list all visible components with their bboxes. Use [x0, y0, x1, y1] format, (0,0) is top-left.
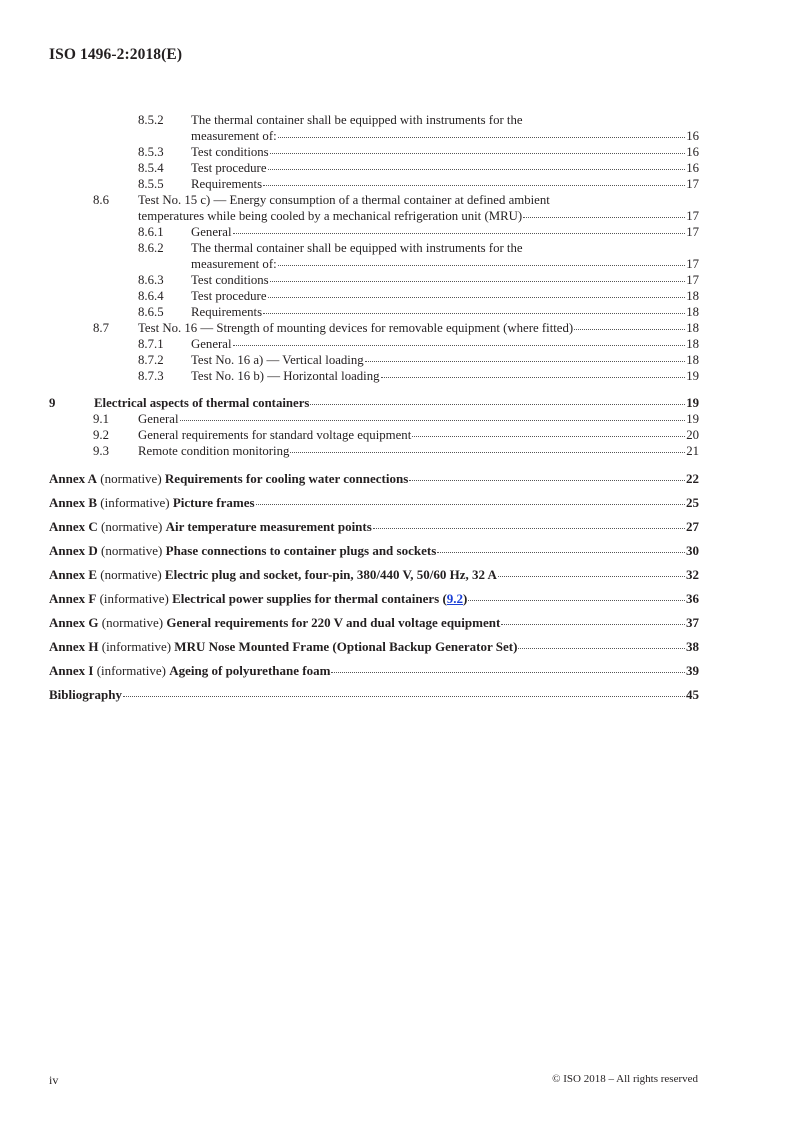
toc-entry-8-6[interactable]: [49, 192, 699, 224]
toc-title-cont: temperatures while being cooled by a mechanical refrigeration unit (MRU): [138, 209, 523, 223]
toc-number: 9.3: [93, 444, 109, 458]
toc-title: General: [191, 337, 232, 351]
toc-page: 17: [686, 209, 699, 223]
dot-leader: [409, 480, 685, 481]
toc-page: 18: [686, 321, 699, 335]
annex-title: MRU Nose Mounted Frame (Optional Backup Generator Set): [174, 639, 518, 654]
toc-annex-a[interactable]: [49, 471, 699, 487]
dot-leader: [270, 153, 686, 154]
toc-title: General: [138, 412, 179, 426]
dot-leader: [233, 233, 686, 234]
toc-number: 8.6.5: [138, 305, 164, 319]
toc-entry-9-3[interactable]: [49, 443, 699, 459]
toc-entry-8-6-2[interactable]: [49, 240, 699, 272]
annex-label: Annex I: [49, 663, 94, 678]
toc-entry-9-1[interactable]: [49, 411, 699, 427]
toc-entry-9-2[interactable]: [49, 427, 699, 443]
toc-page: 18: [686, 305, 699, 319]
toc-entry-8-5-4[interactable]: [49, 160, 699, 176]
annex-type: (informative): [96, 663, 166, 678]
toc-page: 17: [686, 177, 699, 191]
dot-leader: [263, 185, 685, 186]
dot-leader: [412, 436, 685, 437]
toc-entry-9[interactable]: [49, 395, 699, 411]
toc-title: Test conditions: [191, 145, 269, 159]
toc-page: 37: [686, 615, 699, 630]
toc-entry-8-7[interactable]: [49, 320, 699, 336]
dot-leader: [523, 217, 685, 218]
toc-bibliography[interactable]: [49, 687, 699, 703]
toc-annex-e[interactable]: [49, 567, 699, 583]
annex-type: (normative): [100, 567, 162, 582]
annex-type: (normative): [101, 615, 164, 630]
dot-leader: [180, 420, 686, 421]
toc-annex-h[interactable]: [49, 639, 699, 655]
toc-page: 17: [686, 225, 699, 239]
toc-page: 22: [686, 471, 699, 486]
dot-leader: [270, 281, 686, 282]
toc-number: 8.7.3: [138, 369, 164, 383]
dot-leader: [373, 528, 685, 529]
toc-title: General: [191, 225, 232, 239]
annex-type: (normative): [101, 543, 163, 558]
dot-leader: [381, 377, 686, 378]
dot-leader: [501, 624, 685, 625]
document-id-header: ISO 1496-2:2018(E): [49, 46, 183, 63]
copyright-notice: © ISO 2018 – All rights reserved: [552, 1073, 698, 1085]
bibliography-title: Bibliography: [49, 687, 122, 702]
toc-entry-8-7-3[interactable]: [49, 368, 699, 384]
toc-annex-f[interactable]: [49, 591, 699, 607]
toc-title: Test procedure: [191, 161, 267, 175]
toc-page: 19: [686, 396, 699, 410]
toc-title: Test No. 15 c) — Energy consumption of a thermal container at defined ambient: [138, 193, 550, 207]
toc-number: 8.6.2: [138, 241, 164, 255]
annex-title: Electrical power supplies for thermal containers (: [172, 591, 447, 606]
annex-label: Annex G: [49, 615, 99, 630]
toc-page: 21: [686, 444, 699, 458]
annex-type: (informative): [99, 591, 169, 606]
annex-type: (informative): [100, 495, 170, 510]
toc-number: 9.2: [93, 428, 109, 442]
toc-entry-8-5-3[interactable]: [49, 144, 699, 160]
toc-page: 16: [686, 129, 699, 143]
dot-leader: [518, 648, 685, 649]
annex-type: (informative): [101, 639, 172, 654]
dot-leader: [437, 552, 685, 553]
toc-number: 8.5.4: [138, 161, 164, 175]
toc-number: 9: [49, 396, 56, 410]
toc-number: 8.5.3: [138, 145, 164, 159]
dot-leader: [123, 696, 685, 697]
annex-type: (normative): [100, 471, 162, 486]
toc-page: 18: [686, 337, 699, 351]
dot-leader: [256, 504, 685, 505]
toc-title-cont: measurement of:: [191, 257, 277, 271]
toc-number: 8.6.4: [138, 289, 164, 303]
toc-entry-8-7-1[interactable]: [49, 336, 699, 352]
annex-title: Ageing of polyurethane foam: [169, 663, 331, 678]
clause-9-2-link[interactable]: 9.2: [446, 591, 464, 606]
toc-page: 27: [686, 519, 699, 534]
toc-entry-8-6-1[interactable]: [49, 224, 699, 240]
annex-title: Electric plug and socket, four-pin, 380/440 V, 50/60 Hz, 32 A: [164, 567, 497, 582]
toc-number: 8.6: [93, 193, 109, 207]
dot-leader: [574, 329, 685, 330]
toc-number: 8.5.2: [138, 113, 164, 127]
toc-page: 19: [686, 412, 699, 426]
toc-page: 25: [686, 495, 699, 510]
dot-leader: [290, 452, 685, 453]
toc-title: Test No. 16 a) — Vertical loading: [191, 353, 364, 367]
annex-title: Air temperature measurement points: [165, 519, 372, 534]
annex-title: Requirements for cooling water connections: [164, 471, 409, 486]
toc-entry-8-7-2[interactable]: [49, 352, 699, 368]
dot-leader: [233, 345, 686, 346]
toc-page: 45: [686, 687, 699, 702]
toc-number: 9.1: [93, 412, 109, 426]
toc-page: 16: [686, 161, 699, 175]
dot-leader: [365, 361, 686, 362]
toc-page: 30: [686, 543, 699, 558]
toc-title-cont: measurement of:: [191, 129, 277, 143]
toc-title: Test procedure: [191, 289, 267, 303]
annex-label: Annex H: [49, 639, 99, 654]
toc-title: Test No. 16 — Strength of mounting devices for removable equipment (where fitted): [138, 321, 574, 335]
toc-number: 8.7.1: [138, 337, 164, 351]
toc-number: 8.5.5: [138, 177, 164, 191]
annex-label: Annex B: [49, 495, 98, 510]
toc-number: 8.7: [93, 321, 109, 335]
toc-title: Requirements: [191, 177, 263, 191]
toc-entry-8-6-4[interactable]: [49, 288, 699, 304]
toc-entry-8-5-2[interactable]: [49, 112, 699, 144]
annex-title-end: ): [463, 591, 468, 606]
toc-page: 17: [686, 257, 699, 271]
toc-title: Remote condition monitoring: [138, 444, 290, 458]
dot-leader: [278, 265, 686, 266]
toc-title: The thermal container shall be equipped with instruments for the: [191, 241, 523, 255]
toc-annex-i[interactable]: [49, 663, 699, 679]
toc-title: Requirements: [191, 305, 263, 319]
dot-leader: [468, 600, 685, 601]
toc-annex-d[interactable]: [49, 543, 699, 559]
toc-annex-b[interactable]: [49, 495, 699, 511]
toc-page: 36: [686, 591, 699, 606]
annex-title: Picture frames: [172, 495, 255, 510]
annex-type: (normative): [101, 519, 163, 534]
dot-leader: [268, 297, 686, 298]
toc-number: 8.6.3: [138, 273, 164, 287]
toc-page: 17: [686, 273, 699, 287]
toc-entry-8-6-3[interactable]: [49, 272, 699, 288]
dot-leader: [331, 672, 685, 673]
toc-page: 19: [686, 369, 699, 383]
annex-label: Annex E: [49, 567, 98, 582]
toc-entry-8-6-5[interactable]: [49, 304, 699, 320]
annex-title: Phase connections to container plugs and sockets: [165, 543, 437, 558]
toc-entry-8-5-5[interactable]: [49, 176, 699, 192]
toc-page: 32: [686, 567, 699, 582]
annex-label: Annex A: [49, 471, 98, 486]
dot-leader: [278, 137, 686, 138]
toc-annex-c[interactable]: [49, 519, 699, 535]
toc-page: 16: [686, 145, 699, 159]
dot-leader: [310, 404, 685, 405]
table-of-contents: [49, 112, 699, 703]
toc-title: General requirements for standard voltage equipment: [138, 428, 412, 442]
toc-title: The thermal container shall be equipped with instruments for the: [191, 113, 523, 127]
toc-number: 8.6.1: [138, 225, 164, 239]
annex-label: Annex F: [49, 591, 97, 606]
toc-page: 20: [686, 428, 699, 442]
toc-title: Electrical aspects of thermal containers: [94, 396, 310, 410]
annex-title: General requirements for 220 V and dual voltage equipment: [166, 615, 501, 630]
dot-leader: [263, 313, 685, 314]
toc-title: Test conditions: [191, 273, 269, 287]
toc-page: 18: [686, 353, 699, 367]
page-number: iv: [49, 1073, 59, 1087]
annex-label: Annex D: [49, 543, 98, 558]
toc-page: 39: [686, 663, 699, 678]
toc-number: 8.7.2: [138, 353, 164, 367]
toc-title: Test No. 16 b) — Horizontal loading: [191, 369, 380, 383]
toc-page: 38: [686, 639, 699, 654]
toc-page: 18: [686, 289, 699, 303]
annex-label: Annex C: [49, 519, 98, 534]
toc-annex-g[interactable]: [49, 615, 699, 631]
dot-leader: [268, 169, 686, 170]
dot-leader: [498, 576, 685, 577]
